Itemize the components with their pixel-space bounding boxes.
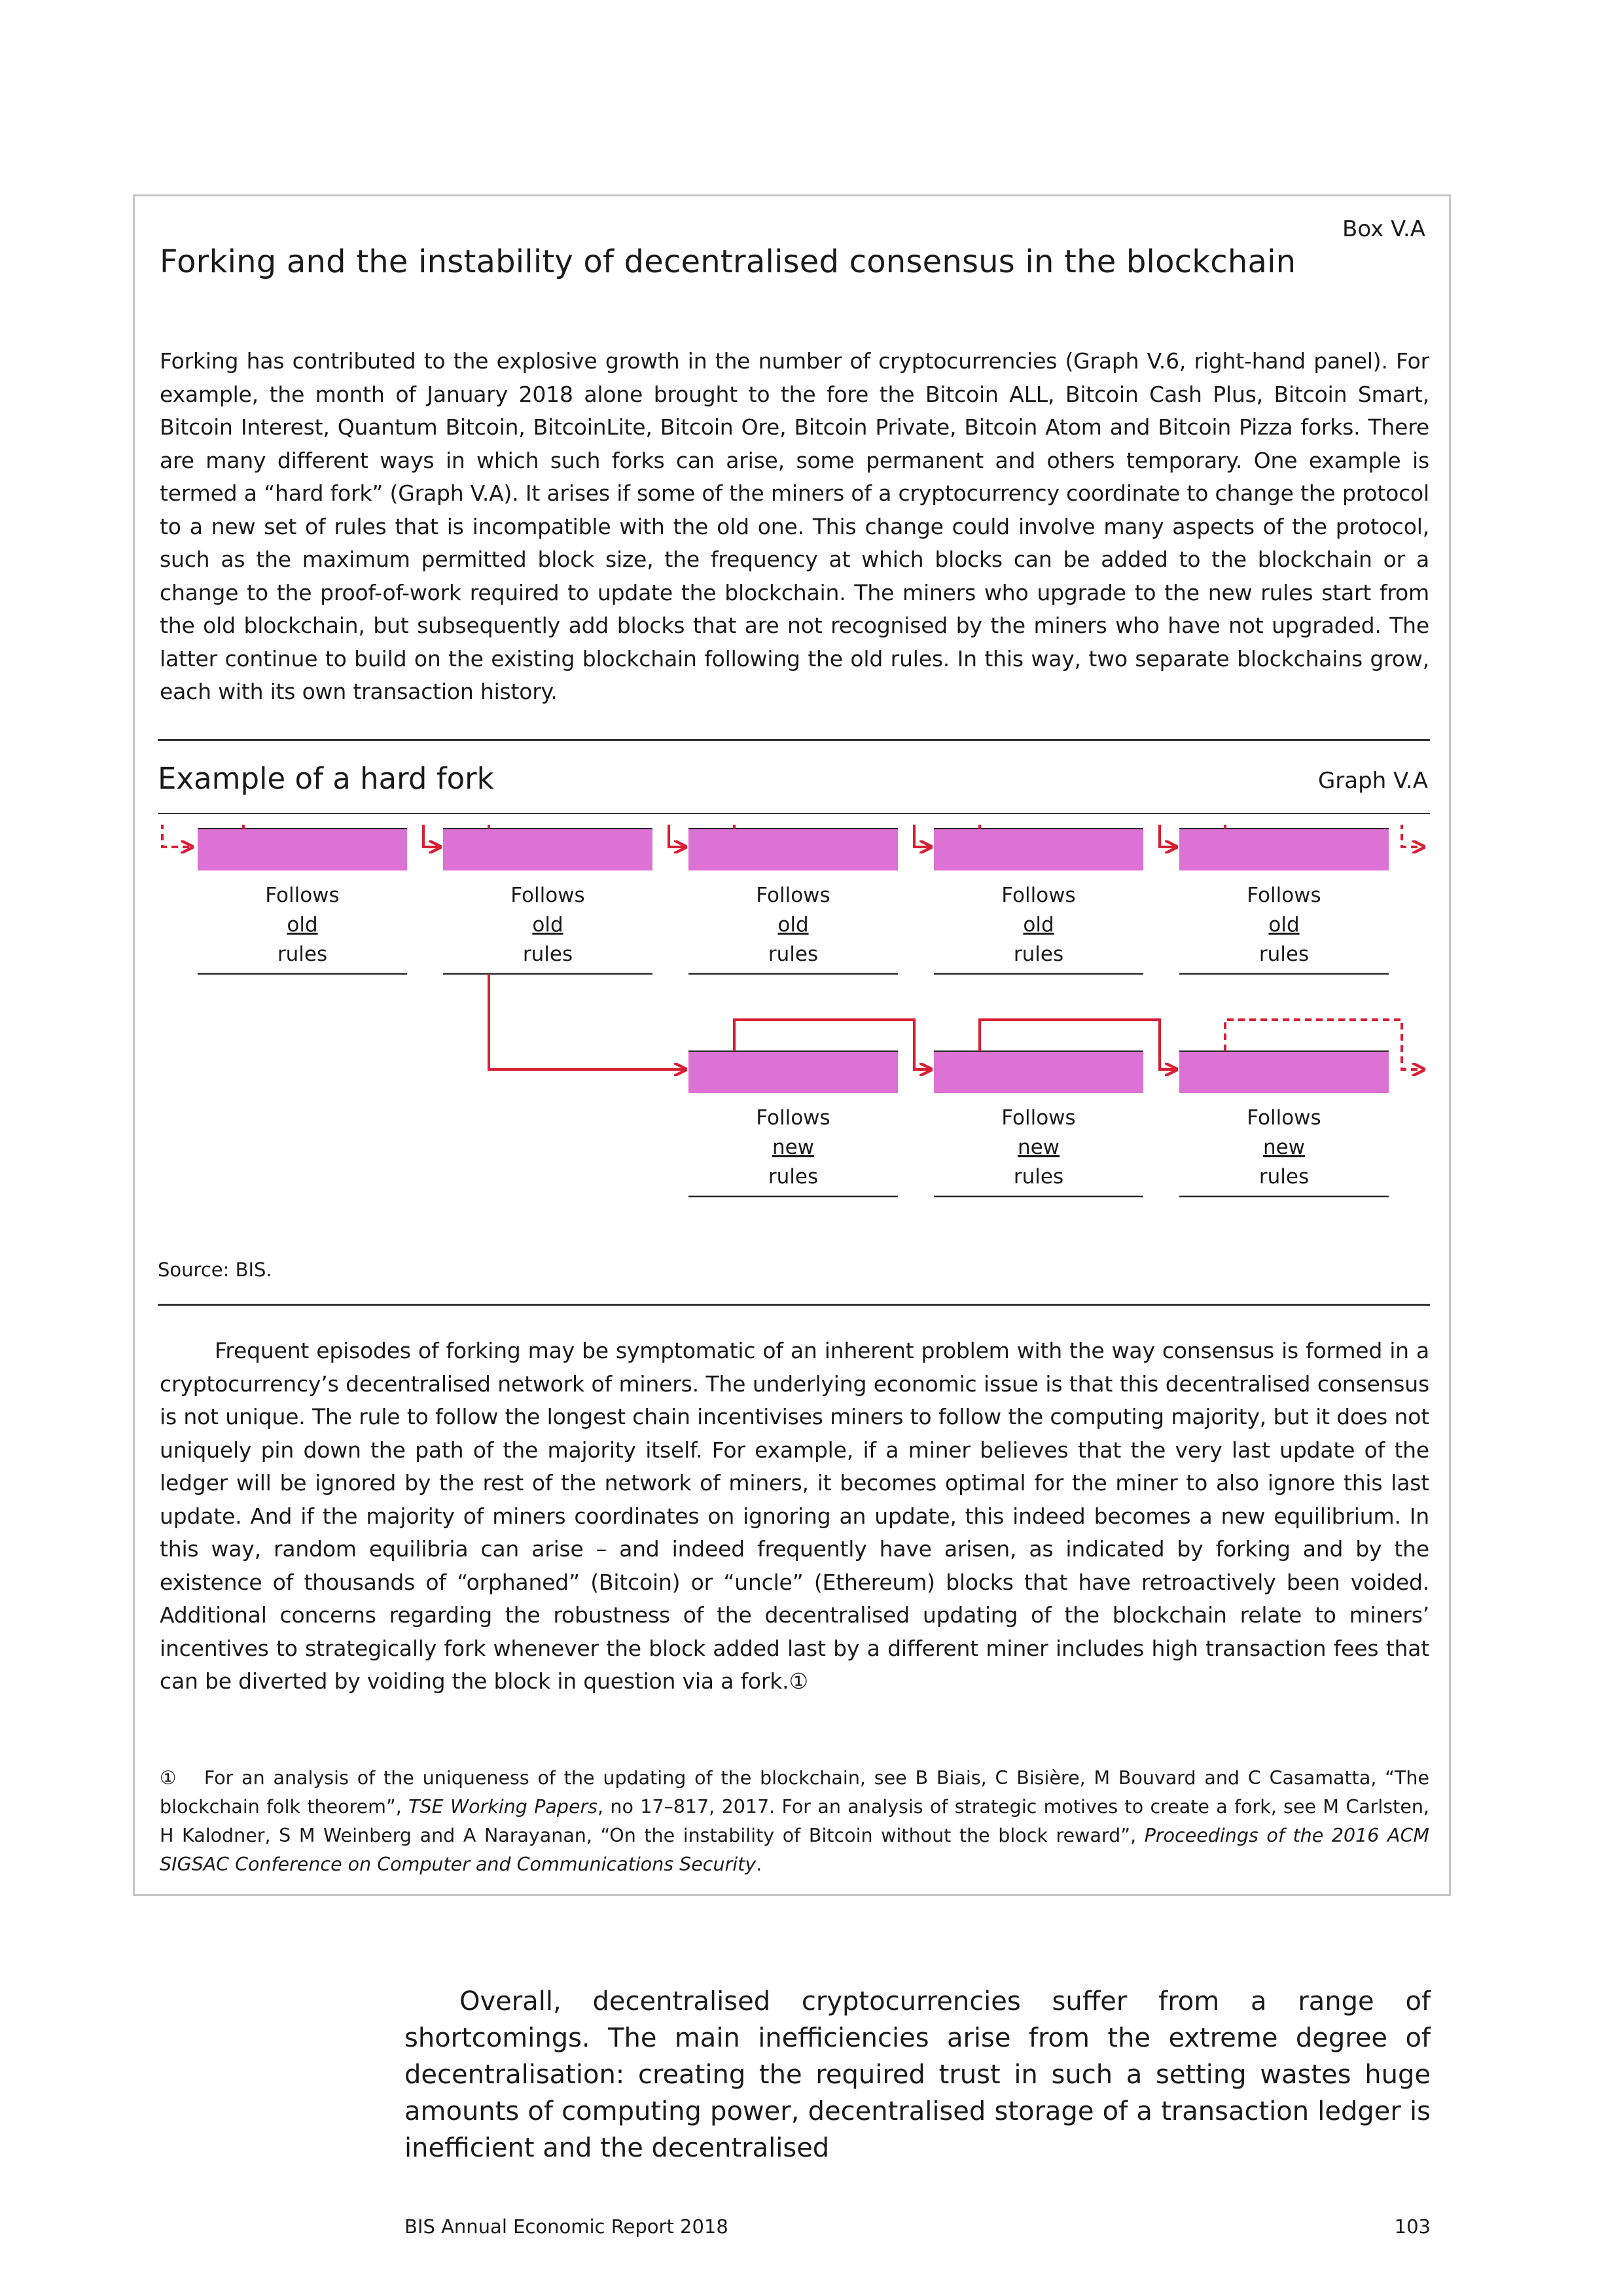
body-paragraph	[404, 1983, 1431, 2166]
graph-title-rule	[158, 813, 1430, 814]
box-v-a	[133, 194, 1451, 1896]
old-chain-block	[1179, 829, 1389, 870]
new-chain-block	[1179, 1051, 1389, 1093]
box-after-text: Frequent episodes of forking may be symptomatic of an inherent problem with the way consensus is formed in a cryptocurrency’s decentralised network of miners. The underlying economic issue is that this decentralised consensus is not unique. The rule to follow the longest chain incentivises miners to follow the computing majority, but it does not uniquely pin down the path of the majority itself. For example, if a miner believes that the very last update of the ledger will be ignored by the rest of the network of miners, it becomes optimal for the miner to also ignore this last update. And if the majority of miners coordinates on ignoring an update, this indeed becomes a new equilibrium. In this way, random equilibria can arise – and indeed frequently have arisen, as indicated by forking and by the existence of thousands of “orphaned” (Bitcoin) or “uncle” (Ethereum) blocks that have retroactively been voided. Additional concerns regarding the robustness of the decentralised updating of the blockchain relate to miners’ incentives to strategically fork whenever the block added last by a different miner includes high transaction fees that can be diverted by voiding the block in question via a fork.①	[160, 1338, 1429, 1694]
old-chain-label-rules: rules	[768, 942, 819, 966]
old-chain-label-follows: Follows	[756, 884, 830, 907]
new-chain-label-rules: rules	[1013, 1165, 1064, 1189]
graph-title: Example of a hard fork	[158, 761, 494, 796]
old-chain-label-rule-type: old	[1268, 913, 1300, 937]
box-after-paragraph	[160, 1335, 1429, 1698]
footnote-italic-2: Proceedings of the 2016 ACM SIGSAC Conference on Computer and Communications Security	[160, 1825, 1430, 1875]
footnote-text-1: For an analysis of the uniqueness of the updating of the blockchain, see B Biais, C Bisière, M Bouvard and C Casamatta, “The blockchain folk theorem”,	[160, 1767, 1429, 1818]
box-title: Forking and the instability of decentralised consensus in the blockchain	[160, 243, 1296, 280]
footnote	[160, 1764, 1429, 1879]
old-chain-label-rule-type: old	[532, 913, 563, 937]
old-chain-label-rules: rules	[522, 942, 573, 966]
new-chain-label-follows: Follows	[756, 1106, 830, 1130]
footnote-marker: ①	[160, 1767, 179, 1789]
incoming-dashed-arrow	[152, 825, 191, 847]
old-chain-block	[688, 829, 898, 870]
new-chain-label-rule-type: new	[772, 1136, 815, 1159]
old-chain-block	[198, 829, 407, 870]
graph-bottom-rule	[158, 1304, 1430, 1306]
old-chain-label-follows: Follows	[1247, 884, 1321, 907]
old-chain-label-rules: rules	[1258, 942, 1310, 966]
old-chain-label-rule-type: old	[1023, 913, 1054, 937]
box-intro-paragraph	[160, 345, 1429, 709]
old-chain-label-follows: Follows	[510, 884, 585, 907]
box-intro-text: Forking has contributed to the explosive growth in the number of cryptocurrencies (Graph V.6, right-hand panel). For example, the month of January 2018 alone brought to the fore the Bitcoin ALL, Bitcoin Cash Plus, Bitcoin Smart, Bitcoin Interest, Quantum Bitcoin, BitcoinLite, Bitcoin Ore, Bitcoin Private, Bitcoin Atom and Bitcoin Pizza forks. There are many different ways in which such forks can arise, some permanent and others temporary. One example is termed a “hard fork” (Graph V.A). It arises if some of the miners of a cryptocurrency coordinate to change the protocol to a new set of rules that is incompatible with the old one. This change could involve many aspects of the protocol, such as the maximum permitted block size, the frequency at which blocks can be added to the blockchain or a change to the proof-of-work required to update the blockchain. The miners who upgrade to the new rules start from the old blockchain, but subsequently add blocks that are not recognised by the miners who have not upgraded. The latter continue to build on the existing blockchain following the old rules. In this way, two separate blockchains grow, each with its own transaction history.	[160, 348, 1429, 704]
old-chain-label-rules: rules	[1013, 942, 1064, 966]
footnote-text-3: .	[756, 1854, 762, 1875]
new-chain-block	[688, 1051, 898, 1093]
fork-arrow	[489, 974, 685, 1069]
footnote-italic-1: TSE Working Papers	[408, 1796, 598, 1818]
old-chain-label-rule-type: old	[287, 913, 318, 937]
footnote-text-2: , no 17–817, 2017. For an analysis of strategic motives to create a fork, see M Carlsten, H Kalodner, S M Weinberg and A Narayanan, “On the instability of Bitcoin without the block reward”,	[160, 1796, 1429, 1846]
old-chain-label-rule-type: old	[777, 913, 809, 937]
new-chain-label-rule-type: new	[1017, 1136, 1060, 1159]
new-chain-label-rule-type: new	[1262, 1136, 1306, 1159]
old-chain-label-rules: rules	[277, 942, 328, 966]
old-chain-label-follows: Follows	[1001, 884, 1076, 907]
graph-source: Source: BIS.	[158, 1259, 272, 1281]
old-chain-block	[443, 829, 652, 870]
footer-page-number: 103	[1394, 2215, 1431, 2238]
hard-fork-diagram	[135, 825, 1453, 1283]
footer-report-title: BIS Annual Economic Report 2018	[404, 2215, 728, 2238]
old-chain-block	[934, 829, 1143, 870]
graph-top-rule	[158, 739, 1430, 741]
new-chain-block	[934, 1051, 1143, 1093]
new-chain-label-rules: rules	[768, 1165, 819, 1189]
new-chain-label-follows: Follows	[1247, 1106, 1321, 1130]
old-chain-label-follows: Follows	[265, 884, 340, 907]
new-chain-label-follows: Follows	[1001, 1106, 1076, 1130]
box-label: Box V.A	[1342, 216, 1425, 242]
body-text: Overall, decentralised cryptocurrencies suffer from a range of shortcomings. The main inefficiencies arise from the extreme degree of decentralisation: creating the required trust in such a setting wastes huge amounts of computing power, decentralised storage of a transaction ledger is inefficient and the decentralised	[404, 1986, 1431, 2163]
new-chain-label-rules: rules	[1258, 1165, 1310, 1189]
graph-label: Graph V.A	[1317, 768, 1428, 794]
